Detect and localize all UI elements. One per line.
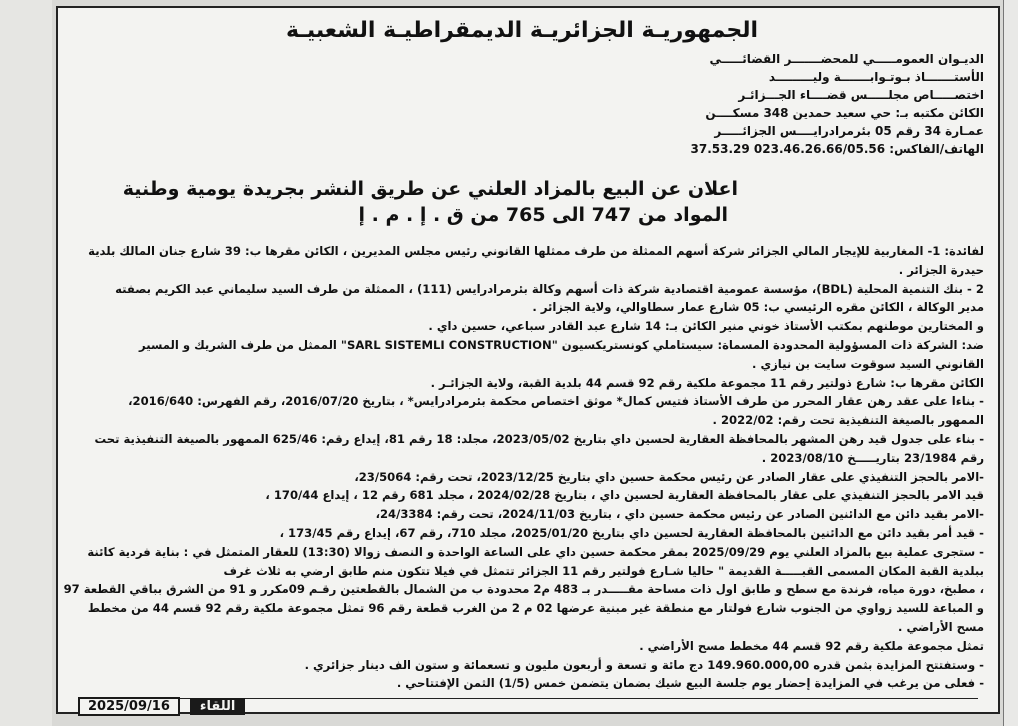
body-line: حيدرة الجزائر . — [898, 262, 984, 277]
body-line: القانوني السيد سوقوت سايت بن نيازي . — [752, 356, 984, 371]
footer — [78, 696, 245, 716]
office-line: الديـوان العمومـــــي للمحضـــــــر القضائـــــي — [709, 52, 984, 66]
body-line: - فعلى من يرغب في المزايدة إحضار يوم جلسة البيع شيك بضمان يتضمن خمس (1/5) الثمن الإفتتاحي . — [396, 676, 984, 691]
body-line: - بناء على جدول قيد رهن المشهر بالمحافظة العقارية لحسين داي بتاريخ 2023/05/02، مجلد: 18 رقم 81، إيداع رقم: 625/46 الممهور بالصيغة التنفيذية تحت — [94, 432, 984, 446]
lawyer-line: الأستـــــــاذ بـوتـوابـــــــة وليـــــــــد — [768, 70, 984, 84]
body-line: الكائن مقرها ب: شارع ذولتير رقم 11 مجموعة ملكية رقم 92 قسم 44 بلدية القبة، ولاية الجزائـر . — [430, 375, 984, 390]
body-line: 2 - بنك التنمية المحلية (BDL)، مؤسسة عمومية اقتصادية شركة ذات أسهم وكالة بئرمرادرايس (111) ، الممثلة من طرف السيد سليماني عبد الكريم بصفته — [115, 281, 984, 296]
body-line: -الامر بقيد دائن مع الدائنين الصادر عن رئيس محكمة حسين داي ، بتاريخ 2024/11/03، تحت رقم: 24/3384، — [375, 507, 984, 522]
phone-line: الهاتف/الفاكس: 023.46.26.66/05.56 37.53.29 — [690, 142, 984, 156]
body-line: مدير الوكالة ، الكائن مقره الرئيسي ب: 05 شارع عمار سطاوالي، ولاية الجزائر . — [532, 300, 984, 315]
body-line: رقم 23/1984 بتاريـــــخ 2023/08/10 . — [761, 450, 984, 465]
body-line: ، مطبخ، دورة مياه، فرندة مع سطح و طابق اول ذات مساحة مقـــــدر بـ 483 م2 محدودة ب من الشمال بالقطعتين رقـم 09مكرر و 91 من الشرق بباقي القطعة 97 — [63, 582, 984, 597]
body-line: ببلدية القبة المكان المسمى القبـــــة القديمة " حاليا شـارع فولتير رقم 11 الجزائر تتمثل في فيلا تتكون منم طابق ارضي به ثلاث غرف — [223, 563, 984, 578]
address-line-2: عمـارة 34 رقم 05 بئرمرادرايــــس الجزائـــــر — [714, 124, 984, 138]
body-line: لفائدة: 1- المغاربية للإيجار المالي الجزائر شركة أسهم الممثلة من طرف ممثلها القانوني رئيس مجلس المديرين ، الكائن مقرها ب: 39 شارع جنان المالك بلدية — [88, 244, 984, 258]
jurisdiction-line: اختصـــــاص مجلـــــس قضــــاء الجـــزائـر — [738, 88, 984, 102]
body-line: و المختارين موطنهم بمكتب الأستاذ خوني منير الكائن بـ: 14 شارع عبد القادر سباعي، حسين داي . — [428, 319, 984, 334]
body-line: الممهور بالصيغة التنفيذية تحت رقم: 2022/02 . — [712, 413, 984, 428]
body-line: -الامر بالحجز التنفيذي على عقار الصادر عن رئيس محكمة حسين داي بتاريخ 2023/12/25، تحت رقم: 23/5064، — [354, 469, 984, 484]
publication-tag: اللقاء — [190, 698, 246, 715]
body-line: - قيد أمر بقيد دائن مع الدائنين بالمحافظة العقارية لحسين داي بتاريخ 2025/01/20، مجلد 710، رقم 67، إيداع رقم 173/45 ، — [279, 526, 984, 540]
right-page-edge — [1003, 0, 1018, 726]
body-line: مسح الأراضي . — [898, 620, 984, 634]
body-line: تمثل مجموعة ملكية رقم 92 قسم 44 مخطط مسح الأراضي . — [639, 638, 984, 653]
notice-title: اعلان عن البيع بالمزاد العلني عن طريق النشر بجريدة يومية وطنية — [122, 178, 738, 200]
address-line-1: الكائن مكتبه بـ: حي سعيد حمدين 348 مسكــــن — [705, 106, 984, 120]
republic-heading: الجمهوريـة الجزائريـة الديمقراطيـة الشعبيـة — [285, 18, 758, 43]
body-line: - وستفتتح المزايدة بثمن قدره 149.960.000,00 دج مائة و تسعة و أربعون مليون و تسعمائة و ستون الف دينار جزائري . — [304, 657, 984, 672]
notice-subtitle: المواد من 747 الى 765 من ق . إ . م . إ — [358, 204, 728, 226]
body-line: - ستجرى عملية بيع بالمزاد العلني يوم 2025/09/29 بمقر محكمة حسين داي على الساعة الواحدة و النصف زوالا (13:30) للعقار المتمثل في : بناية فردية كائنة — [87, 544, 984, 559]
legal-notice — [56, 6, 1000, 714]
body-line: - بناءا على عقد رهن عقار المحرر من طرف الأستاذ فتيس كمال* موثق اختصاص محكمة بئرمرادرايس* ، بتاريخ 2016/07/20، رقم الفهرس: 2016/640، — [128, 394, 984, 409]
body-line: و المباعة للسيد زواوي من الجنوب شارع فولتار مع منطقة غير مبنية عرضها 02 م 2 من الغرب قطعة رقم 96 تمثل مجموعة ملكية رقم 92 قسم 44 من مخطط — [87, 601, 984, 616]
body-line: قيد الامر بالحجز التنفيذي على عقار بالمحافظة العقارية لحسين داي ، بتاريخ 2024/02/28 ، مجلد 681 رقم 12 ، إيداع 170/44 ، — [265, 488, 984, 503]
body-line: ضد: الشركة ذات المسؤولية المحدودة المسماة: سيستاملي كونستريكسيون "SARL SISTEMLI CONSTRUCTION" الممثل من طرف الشريك و المسير — [139, 338, 984, 352]
left-page-edge — [0, 0, 52, 726]
publication-date: 2025/09/16 — [78, 697, 180, 716]
